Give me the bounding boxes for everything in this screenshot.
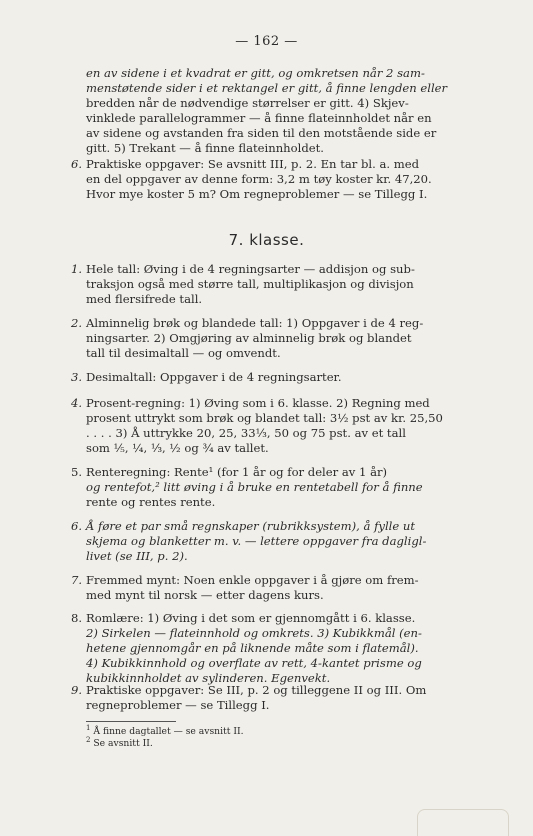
intro-line: menstøtende sider i et rektangel er gitt, å finne lengden eller [86, 81, 448, 95]
footnote-mark: 1 [86, 724, 91, 732]
intro-paragraph [86, 66, 496, 156]
item-line: 4) Kubikkinnhold og overflate av rett, 4-kantet prisme og [86, 656, 422, 670]
item-line: traksjon også med større tall, multiplikasjon og divisjon [86, 277, 414, 291]
item-line: tall til desimaltall — og omvendt. [86, 346, 281, 360]
item-number: 7. [70, 573, 82, 587]
page-corner-decoration [417, 809, 509, 836]
item-number: 8. [70, 611, 82, 625]
item-number: 2. [70, 316, 82, 330]
item-number: 6. [70, 157, 82, 171]
intro-line: av sidene og avstanden fra siden til den motstående side er [86, 126, 437, 140]
item-line: Praktiske oppgaver: Se avsnitt III, p. 2. En tar bl. a. med [86, 157, 420, 171]
page-number: — 162 — [235, 34, 298, 49]
list-item [70, 396, 496, 456]
intro-line: en av sidene i et kvadrat er gitt, og omkretsen når 2 sam- [86, 66, 425, 80]
item-line: med mynt til norsk — etter dagens kurs. [86, 588, 324, 602]
item-line: og rentefot,² litt øving i å bruke en rentetabell for å finne [86, 480, 423, 494]
list-item [70, 316, 496, 361]
footnote-text: Se avsnitt II. [93, 738, 153, 749]
item-line: Romlære: 1) Øving i det som er gjennomgått i 6. klasse. [86, 611, 416, 625]
item-line: regneproblemer — se Tillegg I. [86, 698, 270, 712]
item-line: livet (se III, p. 2). [86, 549, 188, 563]
item-line: kubikkinnholdet av sylinderen. Egenvekt. [86, 671, 331, 685]
item-line: Alminnelig brøk og blandede tall: 1) Oppgaver i de 4 reg- [86, 316, 424, 330]
item-line: en del oppgaver av denne form: 3,2 m tøy koster kr. 47,20. [86, 172, 432, 186]
footnote [86, 738, 386, 750]
list-item [70, 573, 496, 603]
item-line: . . . . 3) Å uttrykke 20, 25, 33⅓, 50 og 75 pst. av et tall [86, 426, 406, 440]
item-line: Å føre et par små regnskaper (rubrikksystem), å fylle ut [86, 519, 416, 533]
item-number: 1. [70, 262, 82, 276]
item-number: 3. [70, 370, 82, 384]
item-number: 6. [70, 519, 82, 533]
item-line: Fremmed mynt: Noen enkle oppgaver i å gjøre om frem- [86, 573, 419, 587]
item-line: Renteregning: Rente¹ (for 1 år og for deler av 1 år) [86, 465, 388, 479]
item-line: med flersifrede tall. [86, 292, 203, 306]
item-line: 2) Sirkelen — flateinnhold og omkrets. 3) Kubikkmål (en- [86, 626, 422, 640]
item-line: Praktiske oppgaver: Se III, p. 2 og tilleggene II og III. Om [86, 683, 427, 697]
item-number: 5. [70, 465, 82, 479]
list-item [70, 683, 496, 713]
list-item [70, 611, 496, 686]
item-line: Hele tall: Øving i de 4 regningsarter — addisjon og sub- [86, 262, 415, 276]
item-line: rente og rentes rente. [86, 495, 216, 509]
section-heading: 7. klasse. [228, 231, 305, 249]
item-line: skjema og blanketter m. v. — lettere oppgaver fra dagligl- [86, 534, 427, 548]
footnote-rule [86, 721, 176, 722]
item-line: prosent uttrykt som brøk og blandet tall: 3½ pst av kr. 25,50 [86, 411, 443, 425]
list-item [70, 370, 496, 385]
footnotes [86, 721, 386, 750]
item-line: som ⅕, ¼, ⅓, ½ og ¾ av tallet. [86, 441, 269, 455]
item-number: 9. [70, 683, 82, 697]
item-line: ningsarter. 2) Omgjøring av alminnelig brøk og blandet [86, 331, 412, 345]
footnote [86, 726, 386, 738]
item-line: Hvor mye koster 5 m? Om regneproblemer — se Tillegg I. [86, 187, 428, 201]
footnote-text: Å finne dagtallet — se avsnitt II. [93, 726, 244, 737]
list-item [70, 465, 496, 510]
item-line: Desimaltall: Oppgaver i de 4 regningsarter. [86, 370, 342, 384]
footnote-mark: 2 [86, 736, 91, 744]
list-item [70, 262, 496, 307]
intro-line: bredden når de nødvendige størrelser er gitt. 4) Skjev- [86, 96, 409, 110]
intro-line: vinklede parallelogrammer — å finne flateinnholdet når en [86, 111, 432, 125]
list-item [70, 519, 496, 564]
intro-line: gitt. 5) Trekant — å finne flateinnholdet. [86, 141, 324, 155]
item-line: hetene gjennomgår en på liknende måte som i flatemål). [86, 641, 419, 655]
item-line: Prosent-regning: 1) Øving som i 6. klasse. 2) Regning med [86, 396, 430, 410]
list-item-previous-6 [70, 157, 496, 202]
item-number: 4. [70, 396, 82, 410]
